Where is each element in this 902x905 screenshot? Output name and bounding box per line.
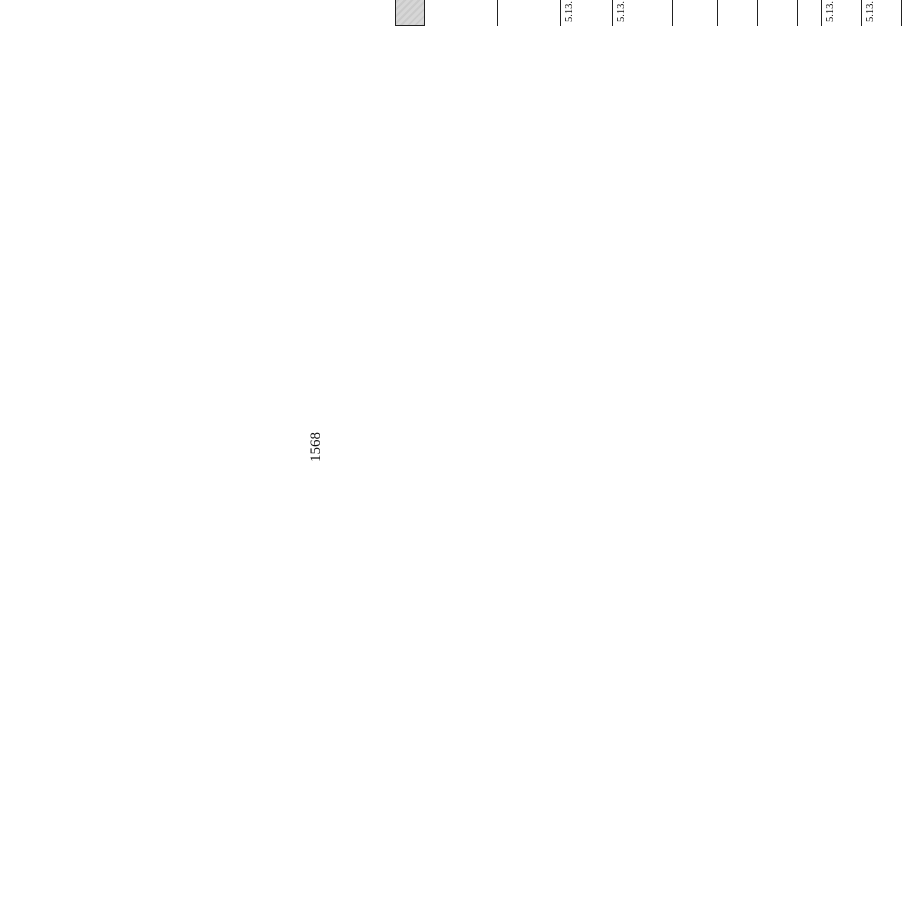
table-row	[561, 0, 613, 26]
table-row	[798, 0, 822, 26]
row-number: 5.13.	[865, 1, 876, 22]
table-row	[613, 0, 673, 26]
table-row	[673, 0, 718, 26]
table-row	[425, 0, 498, 26]
row-number: 5.13.	[616, 1, 627, 22]
table-row	[862, 0, 902, 26]
table-row	[758, 0, 798, 26]
data-table	[395, 0, 876, 26]
row-number: 5.13.	[825, 1, 836, 22]
table-row	[718, 0, 758, 26]
table-header	[395, 0, 425, 26]
row-number: 5.13.	[564, 1, 575, 22]
page-number: 1568	[308, 432, 324, 462]
table-row	[498, 0, 561, 26]
table-row	[822, 0, 862, 26]
header-element	[396, 0, 426, 25]
